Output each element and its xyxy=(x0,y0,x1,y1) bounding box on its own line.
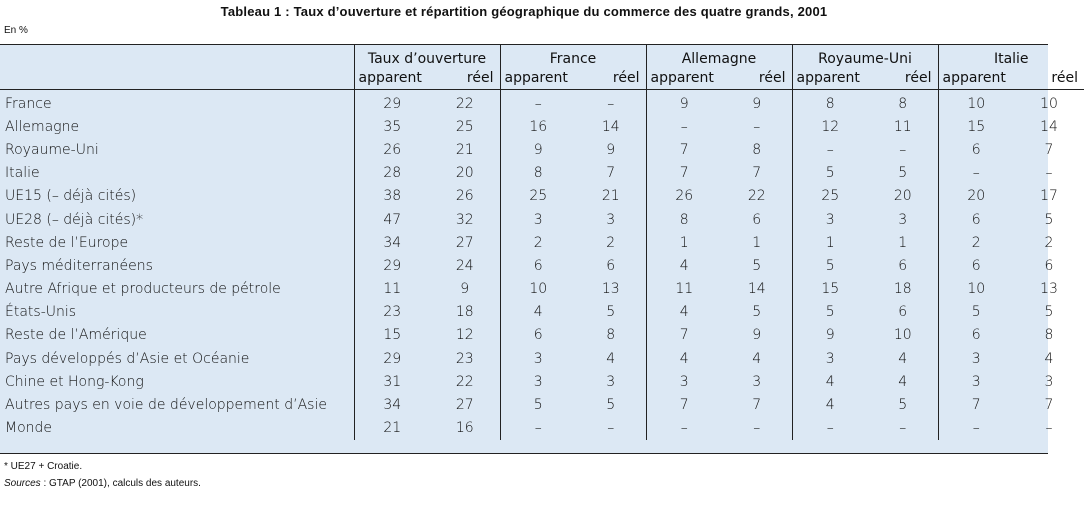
sub-header-reel: réel xyxy=(722,67,792,90)
table-cell: 34 xyxy=(354,393,430,416)
table-cell: 26 xyxy=(646,185,722,208)
table-cell: 6 xyxy=(898,257,908,274)
table-cell: 32 xyxy=(455,211,474,228)
table-row xyxy=(0,254,1084,277)
table-cell: 7 xyxy=(646,162,722,185)
table-cell: 47 xyxy=(354,208,430,231)
table-cell: – xyxy=(753,420,761,437)
sub-header-reel: réel xyxy=(1014,67,1084,90)
group-header-ouverture: Taux d’ouverture xyxy=(354,45,500,67)
table-cell: 22 xyxy=(455,95,474,112)
table-cell: 7 xyxy=(752,397,762,414)
table-cell: 29 xyxy=(354,90,430,116)
table-cell: 10 xyxy=(500,278,576,301)
table-cell: 3 xyxy=(898,211,908,228)
table-cell: 27 xyxy=(455,234,474,251)
table-cell: – xyxy=(899,420,907,437)
table-cell: 5 xyxy=(792,162,868,185)
table-cell: 38 xyxy=(354,185,430,208)
table-cell: 7 xyxy=(1044,141,1054,158)
table-row xyxy=(0,370,1084,393)
table-cell: 9 xyxy=(752,327,762,344)
table-cell: 10 xyxy=(893,327,912,344)
table-cell: 4 xyxy=(606,350,616,367)
row-label: Pays méditerranéens xyxy=(5,257,153,274)
table-cell: 1 xyxy=(752,234,762,251)
table-cell: 6 xyxy=(898,304,908,321)
table-cell: 4 xyxy=(898,373,908,390)
table-cell: 16 xyxy=(455,420,474,437)
table-cell: – xyxy=(938,162,1014,185)
table-cell: 5 xyxy=(898,397,908,414)
table-title: Tableau 1 : Taux d’ouverture et répartition géographique du commerce des quatre grands, 2001 xyxy=(220,4,828,19)
table-cell: 3 xyxy=(1044,373,1054,390)
table-cell: 9 xyxy=(646,90,722,116)
table-cell: 3 xyxy=(792,347,868,370)
row-label: UE28 (– déjà cités)* xyxy=(5,211,144,228)
table-cell: – xyxy=(607,420,615,437)
table-cell: 8 xyxy=(1044,327,1054,344)
table-cell: – xyxy=(1045,420,1053,437)
table-cell: 24 xyxy=(455,257,474,274)
table-cell: 2 xyxy=(500,231,576,254)
data-table-panel xyxy=(0,44,1078,454)
table-row xyxy=(0,347,1084,370)
table-cell: 26 xyxy=(354,138,430,161)
table-cell: 11 xyxy=(893,118,912,135)
group-header-royaume-uni: Royaume-Uni xyxy=(792,45,938,67)
table-cell: 5 xyxy=(606,304,616,321)
table-cell: 8 xyxy=(606,327,616,344)
table-row xyxy=(0,231,1084,254)
table-cell: 14 xyxy=(601,118,620,135)
table-cell: 13 xyxy=(1040,281,1058,298)
table-cell: 28 xyxy=(354,162,430,185)
table-cell: 21 xyxy=(455,141,474,158)
table-cell: – xyxy=(500,417,576,440)
table-cell: 3 xyxy=(938,347,1014,370)
table-cell: 8 xyxy=(646,208,722,231)
table-cell: 14 xyxy=(747,281,766,298)
table-cell: 18 xyxy=(455,304,474,321)
table-cell: 6 xyxy=(938,138,1014,161)
table-cell: 6 xyxy=(500,254,576,277)
table-cell: 3 xyxy=(938,370,1014,393)
table-row xyxy=(0,278,1084,301)
table-cell: 8 xyxy=(792,90,868,116)
table-cell: 29 xyxy=(354,347,430,370)
table-cell: 6 xyxy=(752,211,762,228)
table-cell: 7 xyxy=(752,165,762,182)
table-cell: 12 xyxy=(792,115,868,138)
table-cell: 3 xyxy=(752,373,762,390)
table-cell: 20 xyxy=(455,165,474,182)
group-header-allemagne: Allemagne xyxy=(646,45,792,67)
table-cell: 8 xyxy=(500,162,576,185)
table-cell: 14 xyxy=(1040,118,1058,135)
table-cell: 21 xyxy=(354,417,430,440)
table-cell: 17 xyxy=(1040,188,1058,205)
group-header-italie: Italie xyxy=(938,45,1084,67)
table-cell: 7 xyxy=(938,393,1014,416)
sub-header-apparent: apparent xyxy=(938,67,1014,90)
table-cell: 4 xyxy=(898,350,908,367)
table-cell: 5 xyxy=(938,301,1014,324)
sources-text: : GTAP (2001), calculs des auteurs. xyxy=(40,478,201,489)
sources-line xyxy=(4,475,201,492)
table-cell: 8 xyxy=(752,141,762,158)
table-cell: 13 xyxy=(601,281,620,298)
row-label: Reste de l’Amérique xyxy=(5,327,147,344)
table-cell: 7 xyxy=(1044,397,1054,414)
table-cell: – xyxy=(500,90,576,116)
table-cell: 11 xyxy=(354,278,430,301)
group-header-france: France xyxy=(500,45,646,67)
table-cell: 15 xyxy=(938,115,1014,138)
table-cell: 4 xyxy=(792,393,868,416)
table-cell: – xyxy=(607,95,615,112)
row-label: Chine et Hong-Kong xyxy=(5,373,144,390)
table-cell: 6 xyxy=(938,208,1014,231)
table-row xyxy=(0,138,1084,161)
table-cell: – xyxy=(646,115,722,138)
table-cell: 26 xyxy=(455,188,474,205)
table-cell: – xyxy=(646,417,722,440)
table-row xyxy=(0,115,1084,138)
table-cell: 31 xyxy=(354,370,430,393)
row-label: États-Unis xyxy=(5,304,77,321)
table-cell: 12 xyxy=(455,327,474,344)
row-label: UE15 (– déjà cités) xyxy=(5,188,137,205)
table-cell: 7 xyxy=(646,138,722,161)
table-cell: 5 xyxy=(752,257,762,274)
table-cell: 5 xyxy=(1044,304,1054,321)
table-cell: 1 xyxy=(792,231,868,254)
table-cell: 4 xyxy=(752,350,762,367)
table-cell: – xyxy=(1045,165,1053,182)
table-cell: 3 xyxy=(500,370,576,393)
table-cell: 3 xyxy=(646,370,722,393)
table-cell: 9 xyxy=(460,281,470,298)
row-label: Royaume-Uni xyxy=(5,141,99,158)
table-cell: 7 xyxy=(646,324,722,347)
table-cell: 10 xyxy=(938,90,1014,116)
table-cell: 5 xyxy=(792,254,868,277)
header-empty xyxy=(0,67,354,90)
row-label: Allemagne xyxy=(5,118,80,135)
group-header-row xyxy=(0,45,1084,67)
table-row xyxy=(0,324,1084,347)
sub-header-apparent: apparent xyxy=(500,67,576,90)
table-cell: 3 xyxy=(606,373,616,390)
table-cell: 20 xyxy=(938,185,1014,208)
sub-header-reel: réel xyxy=(430,67,500,90)
table-cell: 29 xyxy=(354,254,430,277)
table-cell: 4 xyxy=(646,301,722,324)
row-label: Autre Afrique et producteurs de pétrole xyxy=(5,281,281,298)
table-cell: 9 xyxy=(752,95,762,112)
table-cell: 16 xyxy=(500,115,576,138)
row-label: France xyxy=(5,95,52,112)
table-cell: 1 xyxy=(646,231,722,254)
sub-header-reel: réel xyxy=(868,67,938,90)
table-cell: 11 xyxy=(646,278,722,301)
row-label: Pays développés d’Asie et Océanie xyxy=(5,350,250,367)
table-cell: 2 xyxy=(606,234,616,251)
table-row xyxy=(0,208,1084,231)
row-label: Italie xyxy=(5,165,40,182)
table-row xyxy=(0,162,1084,185)
table-cell: – xyxy=(753,118,761,135)
table-row xyxy=(0,90,1084,116)
table-cell: 4 xyxy=(500,301,576,324)
sources-label: Sources xyxy=(4,478,41,489)
table-cell: 6 xyxy=(938,324,1014,347)
table-cell: – xyxy=(792,138,868,161)
table-cell: 25 xyxy=(792,185,868,208)
table-cell: 5 xyxy=(1044,211,1054,228)
table-cell: 7 xyxy=(646,393,722,416)
sub-header-apparent: apparent xyxy=(792,67,868,90)
table-cell: 5 xyxy=(500,393,576,416)
data-table xyxy=(0,45,1084,440)
table-cell: 5 xyxy=(752,304,762,321)
table-cell: 20 xyxy=(893,188,912,205)
table-cell: 4 xyxy=(646,254,722,277)
table-cell: 18 xyxy=(893,281,912,298)
table-cell: 3 xyxy=(606,211,616,228)
table-cell: 4 xyxy=(792,370,868,393)
table-cell: 23 xyxy=(354,301,430,324)
table-cell: 3 xyxy=(500,208,576,231)
table-cell: 6 xyxy=(606,257,616,274)
table-cell: 2 xyxy=(1044,234,1054,251)
sub-header-apparent: apparent xyxy=(354,67,430,90)
table-cell: 6 xyxy=(1044,257,1054,274)
table-cell: – xyxy=(899,141,907,158)
footnote: * UE27 + Croatie. xyxy=(4,461,83,472)
sub-header-reel: réel xyxy=(576,67,646,90)
table-cell: 22 xyxy=(455,373,474,390)
table-row xyxy=(0,301,1084,324)
table-cell: 5 xyxy=(792,301,868,324)
row-label: Monde xyxy=(5,420,53,437)
table-cell: 21 xyxy=(601,188,620,205)
table-cell: 3 xyxy=(500,347,576,370)
table-cell: 27 xyxy=(455,397,474,414)
table-cell: 7 xyxy=(606,165,616,182)
table-cell: 5 xyxy=(898,165,908,182)
table-row xyxy=(0,417,1084,440)
table-cell: 9 xyxy=(792,324,868,347)
table-cell: 5 xyxy=(606,397,616,414)
table-cell: 10 xyxy=(938,278,1014,301)
table-cell: 35 xyxy=(354,115,430,138)
table-cell: – xyxy=(938,417,1014,440)
table-body xyxy=(0,90,1084,440)
table-cell: 23 xyxy=(455,350,474,367)
table-cell: 9 xyxy=(606,141,616,158)
table-cell: 34 xyxy=(354,231,430,254)
table-cell: 8 xyxy=(898,95,908,112)
table-cell: 4 xyxy=(1044,350,1054,367)
table-row xyxy=(0,393,1084,416)
row-label: Autres pays en voie de développement d’Asie xyxy=(5,397,327,414)
sub-header-row xyxy=(0,67,1084,90)
table-cell: 9 xyxy=(500,138,576,161)
table-cell: 3 xyxy=(792,208,868,231)
table-cell: 4 xyxy=(646,347,722,370)
row-label: Reste de l’Europe xyxy=(5,234,129,251)
header-empty xyxy=(0,45,354,67)
table-cell: – xyxy=(792,417,868,440)
table-cell: 15 xyxy=(792,278,868,301)
table-cell: 1 xyxy=(898,234,908,251)
sub-header-apparent: apparent xyxy=(646,67,722,90)
table-cell: 25 xyxy=(500,185,576,208)
table-notes xyxy=(4,458,201,492)
table-cell: 2 xyxy=(938,231,1014,254)
table-cell: 6 xyxy=(500,324,576,347)
table-cell: 10 xyxy=(1040,95,1058,112)
table-row xyxy=(0,185,1084,208)
table-cell: 6 xyxy=(938,254,1014,277)
table-cell: 15 xyxy=(354,324,430,347)
table-cell: 22 xyxy=(747,188,766,205)
table-cell: 25 xyxy=(455,118,474,135)
unit-label: En % xyxy=(4,25,28,36)
